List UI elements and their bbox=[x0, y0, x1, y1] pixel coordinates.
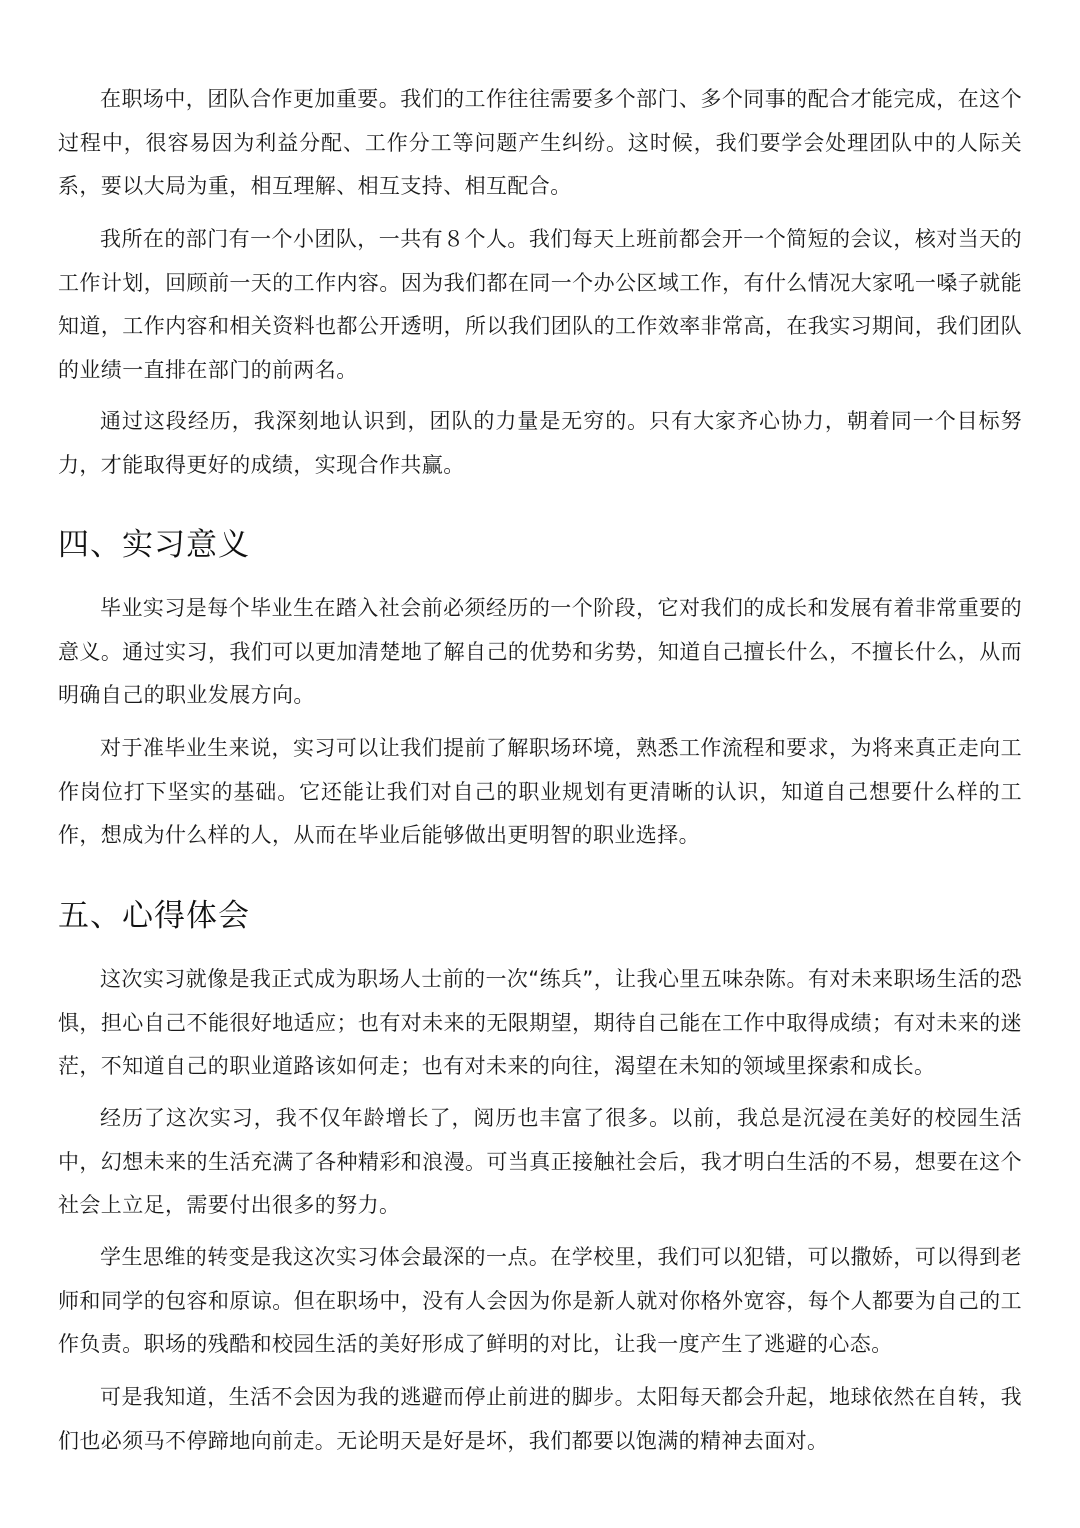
paragraph-reflections-1: 这次实习就像是我正式成为职场人士前的一次“练兵”，让我心里五味杂陈。有对未来职场生活的恐惧，担心自己不能很好地适应；也有对未来的无限期望，期待自己能在工作中取得成绩；有对未来的迷茫，不知道自己的职业道路该如何走；也有对未来的向往，渴望在未知的领域里探索和成长。 bbox=[58, 967, 1022, 1078]
paragraph-significance-2: 对于准毕业生来说，实习可以让我们提前了解职场环境，熟悉工作流程和要求，为将来真正走向工作岗位打下坚实的基础。它还能让我们对自己的职业规划有更清晰的认识，知道自己想要什么样的工作，想成为什么样的人，从而在毕业后能够做出更明智的职业选择。 bbox=[58, 736, 1022, 847]
paragraph-team-description: 我所在的部门有一个小团队，一共有８个人。我们每天上班前都会开一个简短的会议，核对当天的工作计划，回顾前一天的工作内容。因为我们都在同一个办公区域工作，有什么情况大家吼一嗓子就能知道，工作内容和相关资料也都公开透明，所以我们团队的工作效率非常高，在我实习期间，我们团队的业绩一直排在部门的前两名。 bbox=[58, 227, 1022, 382]
paragraph-significance-1: 毕业实习是每个毕业生在踏入社会前必须经历的一个阶段，它对我们的成长和发展有着非常重要的意义。通过实习，我们可以更加清楚地了解自己的优势和劣势，知道自己擅长什么，不擅长什么，从而明确自己的职业发展方向。 bbox=[58, 596, 1022, 707]
section-heading-reflections: 五、心得体会 bbox=[58, 898, 250, 934]
paragraph-teamwork-intro: 在职场中，团队合作更加重要。我们的工作往往需要多个部门、多个同事的配合才能完成，在这个过程中，很容易因为利益分配、工作分工等问题产生纠纷。这时候，我们要学会处理团队中的人际关系，要以大局为重，相互理解、相互支持、相互配合。 bbox=[58, 87, 1022, 198]
paragraph-team-conclusion: 通过这段经历，我深刻地认识到，团队的力量是无穷的。只有大家齐心协力，朝着同一个目标努力，才能取得更好的成绩，实现合作共赢。 bbox=[58, 409, 1022, 477]
section-heading-internship-significance: 四、实习意义 bbox=[58, 527, 250, 563]
paragraph-reflections-4: 可是我知道，生活不会因为我的逃避而停止前进的脚步。太阳每天都会升起，地球依然在自转，我们也必须马不停蹄地向前走。无论明天是好是坏，我们都要以饱满的精神去面对。 bbox=[58, 1385, 1022, 1453]
paragraph-reflections-2: 经历了这次实习，我不仅年龄增长了，阅历也丰富了很多。以前，我总是沉浸在美好的校园生活中，幻想未来的生活充满了各种精彩和浪漫。可当真正接触社会后，我才明白生活的不易，想要在这个社会上立足，需要付出很多的努力。 bbox=[58, 1106, 1022, 1217]
paragraph-reflections-3: 学生思维的转变是我这次实习体会最深的一点。在学校里，我们可以犯错，可以撒娇，可以得到老师和同学的包容和原谅。但在职场中，没有人会因为你是新人就对你格外宽容，每个人都要为自己的工作负责。职场的残酷和校园生活的美好形成了鲜明的对比，让我一度产生了逃避的心态。 bbox=[58, 1245, 1022, 1356]
